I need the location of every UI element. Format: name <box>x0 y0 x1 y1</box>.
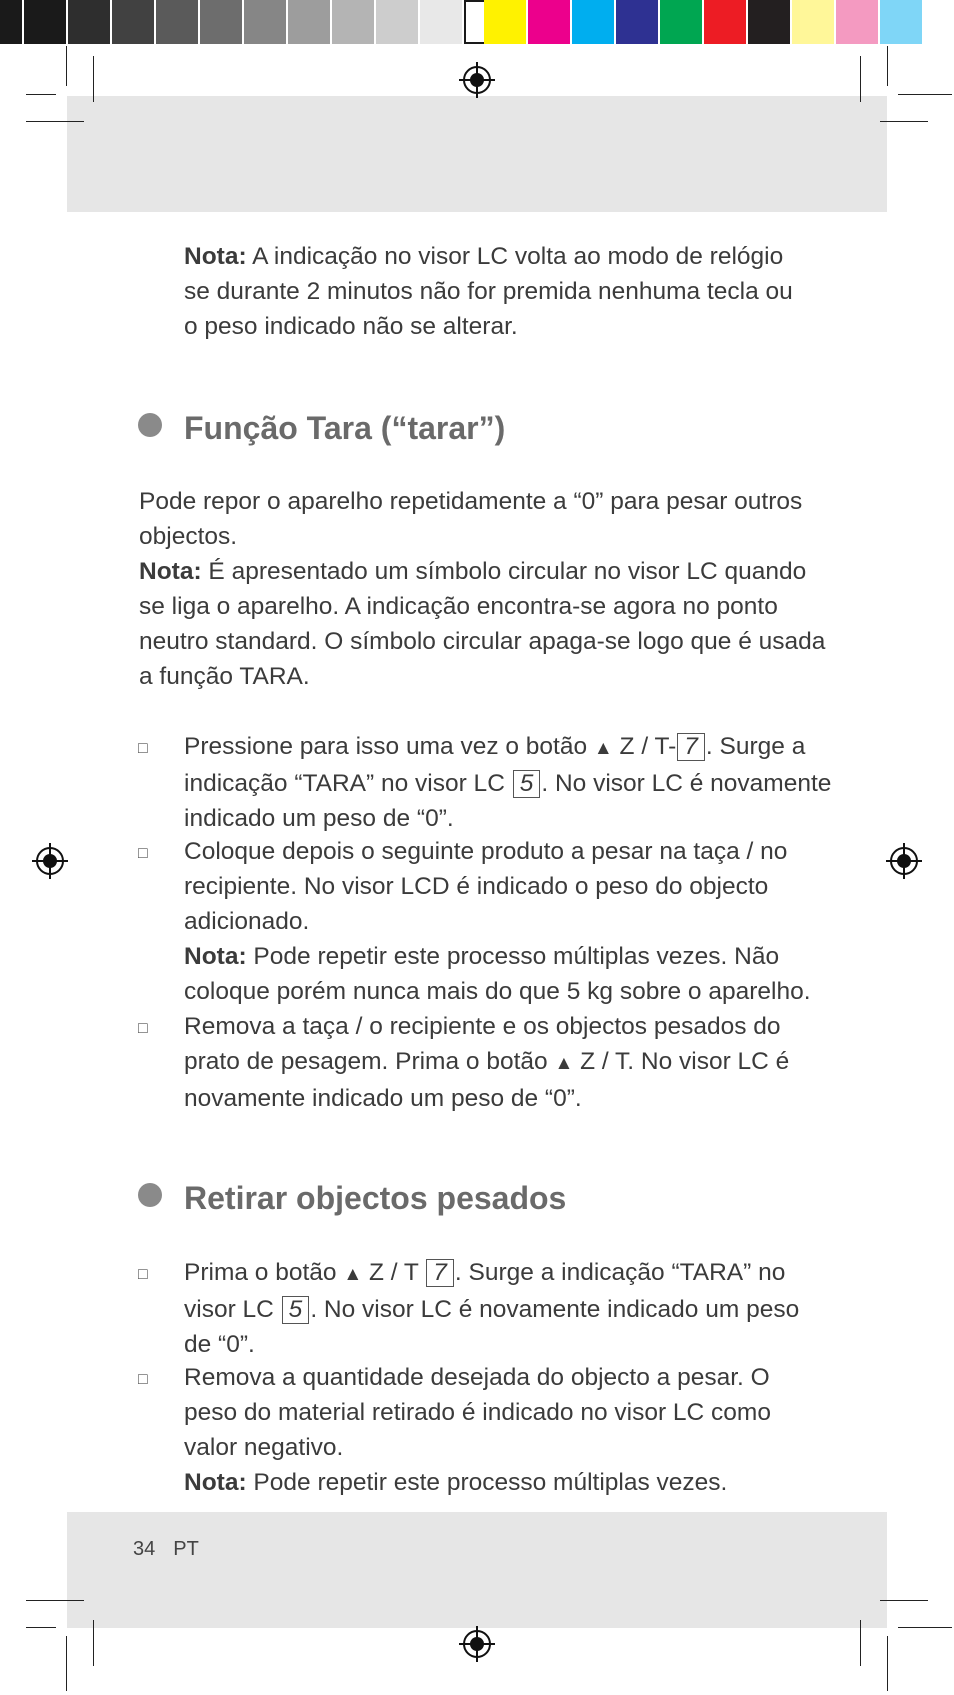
page-number: 34 <box>133 1538 156 1560</box>
text-line: Pode repetir este processo múltiplas vezes. Não <box>253 943 780 970</box>
gray-swatch <box>376 0 418 44</box>
crop-mark <box>26 1600 84 1601</box>
color-swatch <box>792 0 834 44</box>
gray-swatch <box>200 0 242 44</box>
gray-swatch <box>156 0 198 44</box>
text-line: Pode repetir este processo múltiplas vezes. <box>253 1469 728 1496</box>
section-heading-tara <box>138 410 505 447</box>
list-item <box>184 1255 799 1362</box>
display-reference-5: 5 <box>513 770 541 798</box>
section-title: Retirar objectos pesados <box>184 1180 567 1216</box>
registration-mark-icon <box>459 62 495 98</box>
text-line: se durante 2 minutos não for premida nenhuma tecla ou <box>184 278 793 305</box>
text-span: Z / T <box>362 1259 426 1286</box>
heading-bullet-dot <box>138 1183 162 1207</box>
color-calibration-bar <box>484 0 924 48</box>
crop-mark <box>66 46 67 86</box>
text-span: indicação “TARA” no visor LC <box>184 770 512 797</box>
text-line: A indicação no visor LC volta ao modo de relógio <box>252 243 784 270</box>
text-line: Remova a quantidade desejada do objecto a pesar. O <box>184 1364 770 1391</box>
tara-paragraph <box>139 484 825 694</box>
triangle-up-icon: ▲ <box>343 1264 363 1285</box>
text-line: a função TARA. <box>139 663 310 690</box>
text-line: se liga o aparelho. A indicação encontra-se agora no ponto <box>139 593 778 620</box>
registration-mark-icon <box>459 1626 495 1662</box>
color-swatch <box>616 0 658 44</box>
list-item <box>184 729 831 836</box>
crop-mark <box>880 121 928 122</box>
crop-mark <box>887 46 888 86</box>
color-swatch <box>880 0 922 44</box>
color-swatch <box>704 0 746 44</box>
text-span: Pressione para isso uma vez o botão <box>184 733 594 760</box>
crop-mark <box>898 94 952 95</box>
header-band <box>67 96 887 212</box>
crop-mark <box>66 1636 67 1691</box>
text-span: . No visor LC é novamente <box>541 770 832 797</box>
gray-swatch <box>420 0 462 44</box>
crop-mark <box>887 1636 888 1691</box>
color-swatch <box>748 0 790 44</box>
text-line: novamente indicado um peso de “0”. <box>184 1085 582 1112</box>
note-label: Nota: <box>184 243 247 270</box>
section-title: Função Tara (“tarar”) <box>184 410 506 446</box>
crop-mark <box>880 1600 928 1601</box>
page-footer <box>133 1538 217 1561</box>
crop-mark <box>860 1620 861 1666</box>
color-swatch <box>836 0 878 44</box>
text-line: objectos. <box>139 523 238 550</box>
text-span: Z / T- <box>612 733 677 760</box>
language-code: PT <box>173 1538 199 1560</box>
intro-note <box>184 239 793 344</box>
heading-bullet-dot <box>138 413 162 437</box>
text-line: coloque porém nunca mais do que 5 kg sobre o aparelho. <box>184 978 811 1005</box>
list-bullet-icon: □ <box>138 1266 148 1283</box>
text-line: É apresentado um símbolo circular no visor LC quando <box>208 558 807 585</box>
list-item <box>184 1009 789 1116</box>
color-swatch <box>484 0 526 44</box>
text-line: Remova a taça / o recipiente e os objectos pesados do <box>184 1013 781 1040</box>
text-line: de “0”. <box>184 1331 255 1358</box>
text-line: valor negativo. <box>184 1434 344 1461</box>
triangle-up-icon: ▲ <box>554 1053 574 1074</box>
text-span: Z / T. No visor LC é <box>573 1048 790 1075</box>
text-span: . Surge a indicação “TARA” no <box>454 1259 786 1286</box>
section-heading-retirar <box>138 1180 566 1217</box>
text-line: recipiente. No visor LCD é indicado o peso do objecto <box>184 873 769 900</box>
footer-band <box>67 1512 887 1628</box>
text-line: adicionado. <box>184 908 310 935</box>
text-line: peso do material retirado é indicado no visor LC como <box>184 1399 771 1426</box>
note-label: Nota: <box>184 943 247 970</box>
text-line: Pode repor o aparelho repetidamente a “0” para pesar outros <box>139 488 803 515</box>
registration-mark-icon <box>886 843 922 879</box>
gray-swatch <box>244 0 286 44</box>
color-swatch <box>528 0 570 44</box>
text-span: . No visor LC é novamente indicado um peso <box>310 1296 800 1323</box>
list-bullet-icon: □ <box>138 740 148 757</box>
text-line: indicado um peso de “0”. <box>184 805 454 832</box>
text-line: o peso indicado não se alterar. <box>184 313 518 340</box>
text-span: . Surge a <box>705 733 806 760</box>
gray-swatch <box>0 0 22 44</box>
crop-mark <box>26 121 84 122</box>
list-bullet-icon: □ <box>138 845 148 862</box>
crop-mark <box>26 1627 56 1628</box>
crop-mark <box>860 56 861 102</box>
gray-swatch <box>68 0 110 44</box>
button-reference-7: 7 <box>677 733 705 761</box>
text-span: visor LC <box>184 1296 281 1323</box>
gray-swatch <box>24 0 66 44</box>
note-label: Nota: <box>184 1469 247 1496</box>
list-bullet-icon: □ <box>138 1371 148 1388</box>
gray-swatch <box>288 0 330 44</box>
text-span: Prima o botão <box>184 1259 344 1286</box>
list-bullet-icon: □ <box>138 1020 148 1037</box>
list-item <box>184 834 811 1009</box>
crop-mark <box>898 1627 952 1628</box>
crop-mark <box>93 56 94 102</box>
registration-mark-icon <box>32 843 68 879</box>
note-label: Nota: <box>139 558 202 585</box>
list-item <box>184 1360 771 1500</box>
triangle-up-icon: ▲ <box>593 738 613 759</box>
crop-mark <box>26 94 56 95</box>
text-line: neutro standard. O símbolo circular apaga-se logo que é usada <box>139 628 826 655</box>
gray-swatch <box>112 0 154 44</box>
color-swatch <box>572 0 614 44</box>
display-reference-5: 5 <box>282 1296 310 1324</box>
text-line: Coloque depois o seguinte produto a pesar na taça / no <box>184 838 788 865</box>
button-reference-7: 7 <box>426 1259 454 1287</box>
text-span: prato de pesagem. Prima o botão <box>184 1048 555 1075</box>
color-swatch <box>660 0 702 44</box>
crop-mark <box>93 1620 94 1666</box>
grayscale-calibration-bar <box>0 0 508 48</box>
gray-swatch <box>332 0 374 44</box>
